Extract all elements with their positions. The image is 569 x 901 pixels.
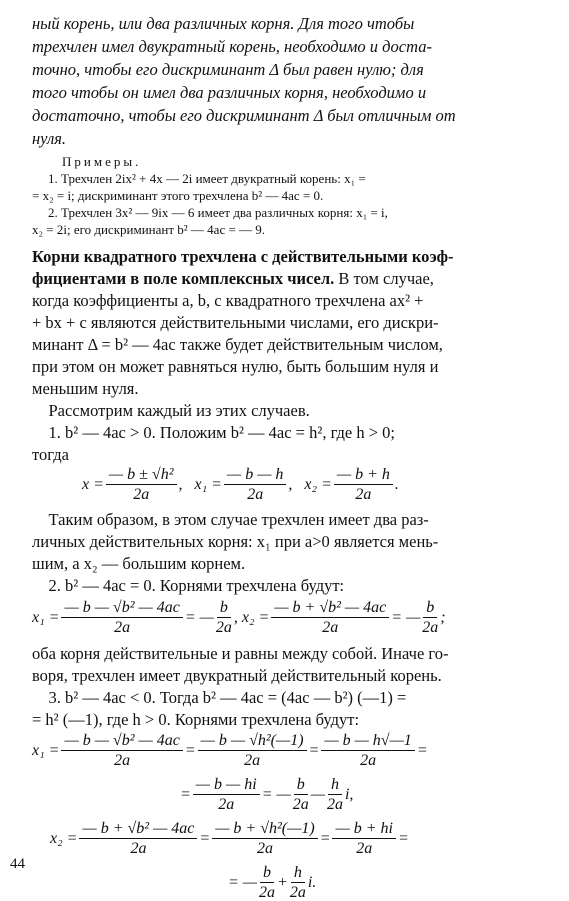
section-line: + bx + c являются действительными числами, его дискри- [32,313,439,332]
section-line [32,247,454,267]
fraction: $\frac{\text{— b + √b² — 4ac}}{2a}$ [79,820,197,857]
fraction: $\frac{b}{2a}$ [292,776,309,813]
section-line: при этом он может равняться нулю, быть большим нуля и [32,357,439,376]
formula-case3-x1-cont: = $\frac{— b — hi}{2a}$ = — $\frac{b}{2a}$ — $\frac{h}{2a}$ i, [180,776,354,813]
fraction: $\frac{\text{— b — √b² — 4ac}}{2a}$ [61,732,182,769]
fraction: $\frac{— b — h√—1}{2a}$ [321,732,414,769]
section-heading: Корни квадратного трехчлена с действительными коэф- [32,247,454,266]
fraction: $\frac{h}{2a}$ [326,776,343,813]
section-heading: фициентами в поле комплексных чисел. [32,269,335,288]
section-line: Рассмотрим каждый из этих случаев. [32,401,310,420]
section-line: 1. b² — 4ac > 0. Положим b² — 4ac = h², где h > 0; [32,423,395,442]
fraction: $\frac{— b — hi}{2a}$ [193,776,260,813]
section-line: фициентами в поле комплексных чисел. В том случае, [32,269,434,288]
fraction: $\frac{— b + h}{2a}$ [334,466,393,503]
formula-case3-x1: x₁ = $\frac{\text{— b — √b² — 4ac}}{2a}$ = $\frac{\text{— b — √h²(—1)}}{2a}$ = $\frac{— b — h√—1}{2a}$ = [32,732,428,769]
intro-line: ный корень, или два различных корня. Для того чтобы [32,14,415,33]
text-line: оба корня действительные и равны между собой. Иначе го- [32,644,449,663]
text-line: воря, трехчлен имеет двукратный действительный корень. [32,666,442,685]
formula-case1: x = $\frac{\text{— b ± √h²}}{2a}$ , x₁ = $\frac{— b — h}{2a}$ , x₂ = $\frac{— b + h}{2a}$ . [82,466,399,503]
intro-line: того чтобы он имел два различных корня, необходимо и [32,83,427,102]
fraction: $\frac{h}{2a}$ [289,864,306,901]
fraction: $\frac{— b — h}{2a}$ [224,466,286,503]
fraction: $\frac{\text{— b ± √h²}}{2a}$ [106,466,177,503]
fraction: $\frac{\text{— b — √b² — 4ac}}{2a}$ [61,599,182,636]
example-line: 2. Трехчлен 3x² — 9ix — 6 имеет два различных корня: x₁ = i, [48,205,388,220]
example-line: x₂ = 2i; его дискриминант b² — 4ac = — 9. [32,222,266,237]
text-line: 2. b² — 4ac = 0. Корнями трехчлена будут: [32,576,345,595]
text-line: = h² (—1), где h > 0. Корнями трехчлена будут: [32,710,360,729]
text-line: шим, а x₂ — большим корнем. [32,554,246,573]
example-line: = x₂ = i; дискриминант этого трехчлена b² — 4ac = 0. [32,188,324,203]
fraction: $\frac{b}{2a}$ [215,599,232,636]
intro-line: достаточно, чтобы его дискриминант Δ был отличным от [32,106,456,125]
fraction: $\frac{\text{— b + √b² — 4ac}}{2a}$ [271,599,389,636]
text-line: Таким образом, в этом случае трехчлен имеет два раз- [32,510,429,529]
fraction: $\frac{b}{2a}$ [422,599,439,636]
intro-line: точно, чтобы его дискриминант Δ был равен нулю; для [32,60,424,79]
section-line: меньшим нуля. [32,379,139,398]
text-line: личных действительных корня: x₁ при a>0 является мень- [32,532,439,551]
text-line: 3. b² — 4ac < 0. Тогда b² — 4ac = (4ac — b²) (—1) = [32,688,407,707]
page-number: 44 [10,856,25,872]
formula-case3-x2: x₂ = $\frac{\text{— b + √b² — 4ac}}{2a}$ = $\frac{\text{— b + √h²(—1)}}{2a}$ = $\frac{— b + hi}{2a}$ = [50,820,409,857]
fraction: $\frac{b}{2a}$ [259,864,276,901]
example-line: 1. Трехчлен 2ix² + 4x — 2i имеет двукратный корень: x₁ = [48,171,366,186]
section-line: минант Δ = b² — 4ac также будет действительным числом, [32,335,443,354]
formula-case2: x₁ = $\frac{\text{— b — √b² — 4ac}}{2a}$ = — $\frac{b}{2a}$ , x₂ = $\frac{\text{— b + √b² — 4ac}}{2a}$ = — $\frac{b}{2a}$ ; [32,599,446,636]
fraction: $\frac{— b + hi}{2a}$ [332,820,395,857]
section-line: тогда [32,445,69,464]
examples-heading: Примеры. [62,154,142,169]
formula-case3-x2-cont: = — $\frac{b}{2a}$ + $\frac{h}{2a}$ i. [228,864,317,901]
intro-line: нуля. [32,129,67,148]
fraction: $\frac{\text{— b — √h²(—1)}}{2a}$ [198,732,307,769]
fraction: $\frac{\text{— b + √h²(—1)}}{2a}$ [212,820,317,857]
section-line: когда коэффициенты a, b, c квадратного трехчлена ax² + [32,291,424,310]
intro-line: трехчлен имел двукратный корень, необходимо и доста- [32,37,432,56]
